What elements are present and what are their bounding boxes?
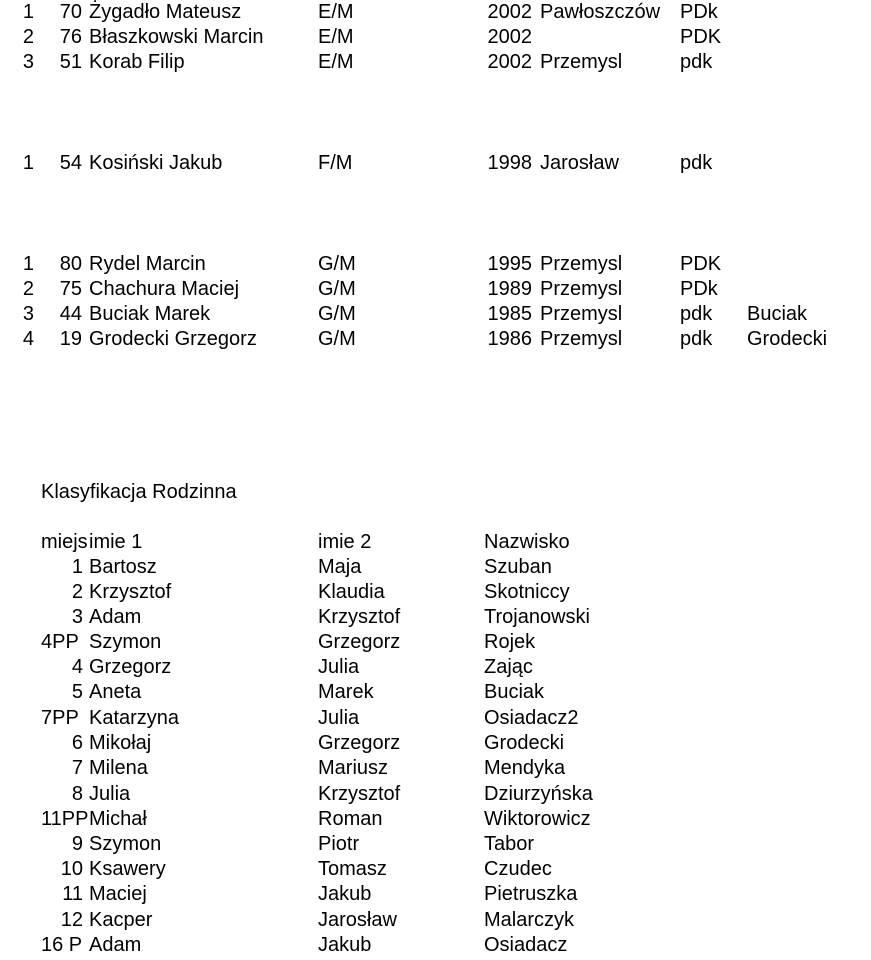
family-name2-cell: Roman [318,808,383,830]
start-number-cell: 75 [59,278,82,300]
family-name2-cell: Tomasz [318,858,387,880]
header-name2: imie 2 [318,531,372,553]
result-row [0,25,871,50]
family-place-cell: 4 [71,656,83,678]
city-cell: Pawłoszczów [540,1,661,23]
start-number-cell: 54 [59,152,82,174]
competitor-name-cell: Korab Filip [89,51,185,73]
birth-year-cell: 1995 [487,253,532,275]
family-place-cell: 2 [71,581,83,603]
family-row [0,782,871,807]
header-place: miejs [41,531,88,553]
category-cell: F/M [318,152,353,174]
family-place-cell: 11PP [41,808,89,830]
family-surname-cell: Wiktorowicz [484,808,591,830]
city-cell: Przemysl [540,278,623,300]
club-cell: PDK [680,26,722,48]
family-name2-cell: Julia [318,707,360,729]
result-row [0,0,871,25]
header-name1: imie 1 [89,531,143,553]
family-name2-cell: Klaudia [318,581,385,603]
start-number-cell: 80 [59,253,82,275]
family-place-cell: 4PP [41,631,79,653]
family-place-cell: 7 [71,757,83,779]
birth-year-cell: 1998 [487,152,532,174]
family-name1-cell: Maciej [89,883,147,905]
family-surname-cell: Rojek [484,631,536,653]
start-number-cell: 70 [59,1,82,23]
note-cell: Grodecki [747,328,828,350]
place-cell: 3 [22,51,34,73]
city-cell: Jarosław [540,152,619,174]
family-name2-cell: Jakub [318,883,372,905]
city-cell: Przemysl [540,253,623,275]
family-place-cell: 16 P [41,934,83,956]
family-surname-cell: Pietruszka [484,883,578,905]
club-cell: pdk [680,328,713,350]
family-row [0,731,871,756]
family-surname-cell: Malarczyk [484,909,575,931]
club-cell: pdk [680,303,713,325]
family-name2-cell: Marek [318,681,374,703]
family-surname-cell: Dziurzyńska [484,783,593,805]
family-place-cell: 3 [71,606,83,628]
family-row [0,680,871,705]
result-row [0,252,871,277]
family-name1-cell: Kacper [89,909,153,931]
family-row [0,882,871,907]
birth-year-cell: 2002 [487,1,532,23]
family-name1-cell: Aneta [89,681,142,703]
place-cell: 1 [22,152,34,174]
family-name2-cell: Krzysztof [318,606,401,628]
family-place-cell: 10 [60,858,83,880]
city-cell: Przemysl [540,328,623,350]
family-row [0,908,871,933]
family-surname-cell: Czudec [484,858,552,880]
competitor-name-cell: Żygadło Mateusz [89,1,242,23]
category-cell: G/M [318,253,356,275]
family-name2-cell: Julia [318,656,360,678]
family-name2-cell: Grzegorz [318,631,401,653]
competitor-name-cell: Kosiński Jakub [89,152,223,174]
family-surname-cell: Buciak [484,681,545,703]
family-row [0,555,871,580]
family-row [0,807,871,832]
family-name2-cell: Jakub [318,934,372,956]
family-row [0,706,871,731]
family-name1-cell: Michał [89,808,147,830]
city-cell: Przemysl [540,51,623,73]
competitor-name-cell: Rydel Marcin [89,253,206,275]
category-cell: E/M [318,1,354,23]
club-cell: pdk [680,152,713,174]
family-name1-cell: Krzysztof [89,581,172,603]
club-cell: PDK [680,253,722,275]
start-number-cell: 19 [59,328,82,350]
family-row [0,756,871,781]
family-name1-cell: Bartosz [89,556,157,578]
start-number-cell: 51 [59,51,82,73]
header-surname: Nazwisko [484,531,570,553]
start-number-cell: 76 [59,26,82,48]
family-place-cell: 9 [71,833,83,855]
competitor-name-cell: Chachura Maciej [89,278,240,300]
note-cell: Buciak [747,303,808,325]
family-row [0,832,871,857]
family-place-cell: 11 [62,883,83,905]
category-cell: G/M [318,303,356,325]
category-cell: E/M [318,51,354,73]
family-name1-cell: Ksawery [89,858,166,880]
family-place-cell: 6 [71,732,83,754]
family-place-cell: 8 [71,783,83,805]
family-name2-cell: Mariusz [318,757,389,779]
family-name1-cell: Adam [89,606,142,628]
result-row [0,277,871,302]
birth-year-cell: 2002 [487,51,532,73]
place-cell: 4 [22,328,34,350]
family-name1-cell: Milena [89,757,148,779]
category-cell: E/M [318,26,354,48]
family-surname-cell: Osiadacz [484,934,568,956]
family-row [0,857,871,882]
birth-year-cell: 1985 [487,303,532,325]
birth-year-cell: 2002 [487,26,532,48]
family-surname-cell: Zając [484,656,533,678]
category-cell: G/M [318,278,356,300]
family-name1-cell: Grzegorz [89,656,172,678]
result-row [0,327,871,352]
competitor-name-cell: Grodecki Grzegorz [89,328,257,350]
family-surname-cell: Szuban [484,556,552,578]
club-cell: pdk [680,51,713,73]
competitor-name-cell: Błaszkowski Marcin [89,26,264,48]
place-cell: 3 [22,303,34,325]
family-name2-cell: Krzysztof [318,783,401,805]
family-surname-cell: Osiadacz2 [484,707,579,729]
result-row [0,151,871,176]
family-surname-cell: Mendyka [484,757,566,779]
place-cell: 1 [22,253,34,275]
family-row [0,580,871,605]
family-name1-cell: Adam [89,934,142,956]
family-name2-cell: Maja [318,556,362,578]
family-place-cell: 5 [71,681,83,703]
family-name2-cell: Grzegorz [318,732,401,754]
birth-year-cell: 1986 [487,328,532,350]
family-surname-cell: Skotniccy [484,581,570,603]
start-number-cell: 44 [59,303,82,325]
place-cell: 1 [22,1,34,23]
club-cell: PDk [680,278,718,300]
family-name1-cell: Szymon [89,631,162,653]
result-row [0,302,871,327]
place-cell: 2 [22,26,34,48]
family-surname-cell: Tabor [484,833,535,855]
birth-year-cell: 1989 [487,278,532,300]
family-surname-cell: Trojanowski [484,606,590,628]
family-surname-cell: Grodecki [484,732,565,754]
family-row [0,605,871,630]
family-name1-cell: Szymon [89,833,162,855]
family-name2-cell: Jarosław [318,909,397,931]
family-place-cell: 12 [60,909,83,931]
family-table-header [0,530,871,555]
family-row [0,630,871,655]
family-name1-cell: Katarzyna [89,707,180,729]
family-classification-title: Klasyfikacja Rodzinna [41,481,237,503]
family-name1-cell: Julia [89,783,131,805]
family-row [0,655,871,680]
competitor-name-cell: Buciak Marek [89,303,211,325]
family-row [0,933,871,958]
category-cell: G/M [318,328,356,350]
family-place-cell: 1 [71,556,83,578]
club-cell: PDk [680,1,718,23]
family-name2-cell: Piotr [318,833,360,855]
place-cell: 2 [22,278,34,300]
result-row [0,50,871,75]
family-place-cell: 7PP [41,707,79,729]
family-name1-cell: Mikołaj [89,732,152,754]
city-cell: Przemysl [540,303,623,325]
